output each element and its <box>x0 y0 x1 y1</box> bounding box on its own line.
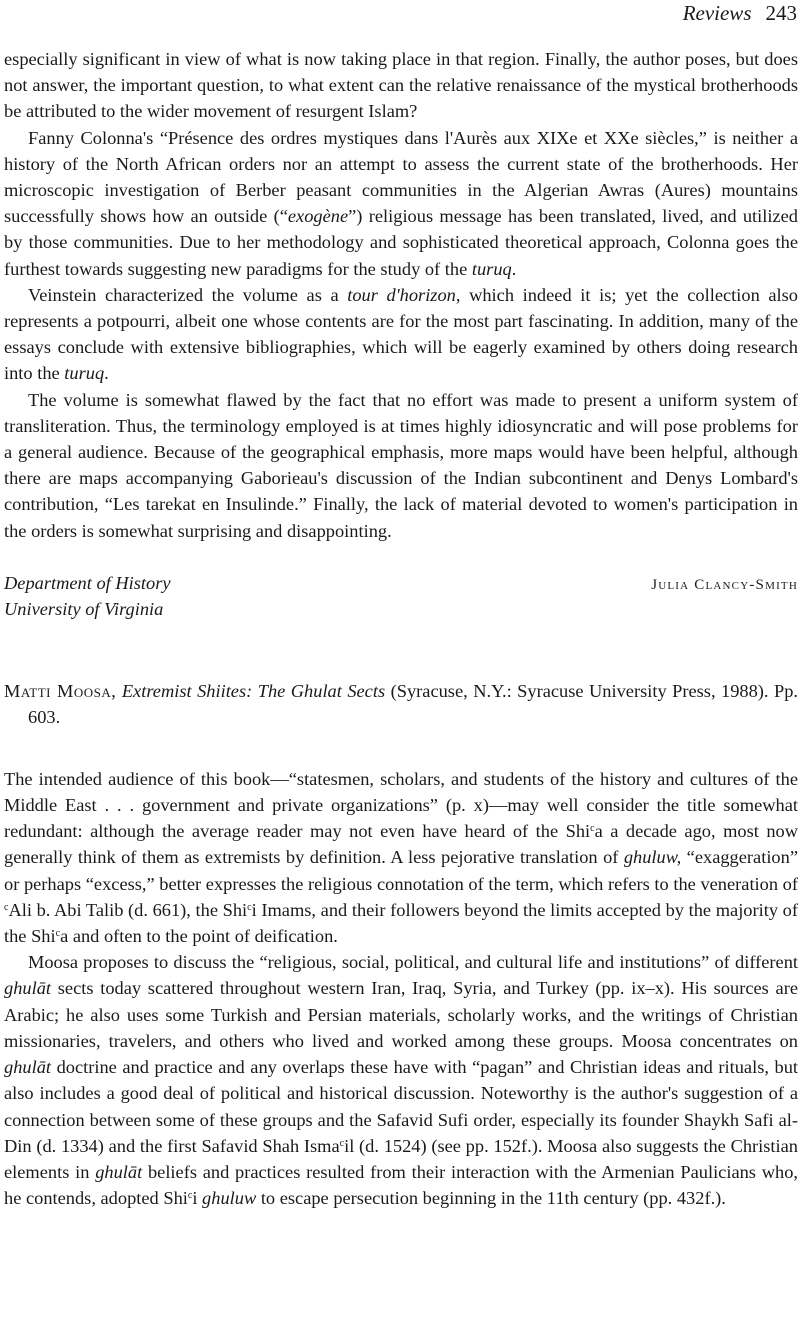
review2-paragraph-1: The intended audience of this book—“statesmen, scholars, and students of the history and cultures of the Middle East . . . government and private organizations” (p. x)—may well consider the title somewhat redundant: although the average reader may not even have heard of the Shi$^c$a a decade ago, most now generally think of them as extremists by definition. A less pejorative translation of ghuluw, “exaggeration” or perhaps “excess,” better expresses the religious connotation of the term, which refers to the veneration of $^c$Ali b. Abi Talib (d. 661), the Shi$^c$i Imams, and their followers beyond the limits accepted by the majority of the Shi$^c$a and often to the point of deification. <box>4 768 798 947</box>
reviewer-department: Department of History <box>4 572 171 593</box>
reviewer-signature <box>4 570 798 622</box>
italic-term: turuq <box>64 363 105 384</box>
book-author: Matti Moosa, <box>4 680 117 701</box>
ayn-mark: c <box>339 1137 345 1149</box>
running-header <box>683 0 797 28</box>
page-number: 243 <box>765 1 797 25</box>
reviewer-affiliation <box>4 570 171 622</box>
italic-term: tour d'horizon <box>347 284 456 305</box>
running-title: Reviews <box>682 1 752 25</box>
ayn-mark: c <box>247 901 252 913</box>
ayn-mark: c <box>590 823 595 835</box>
book-publication: (Syracuse, N.Y.: Syracuse University Press, 1988). Pp. 603. <box>28 680 799 727</box>
paragraph-3: Veinstein characterized the volume as a tour d'horizon, which indeed it is; yet the collection also represents a potpourri, albeit one whose contents are for the most part fascinating. In addition, many of the essays conclude with extensive bibliographies, which will be eagerly examined by others doing research into the turuq. <box>4 284 799 384</box>
italic-term: ghuluw, <box>623 847 682 868</box>
italic-term: exogène <box>287 206 349 227</box>
ayn-mark: c <box>55 928 61 940</box>
italic-term: turuq <box>471 258 512 279</box>
ayn-mark: c <box>187 1190 193 1202</box>
paragraph-1: especially significant in view of what is now taking place in that region. Finally, the author poses, but does not answer, the important question, to what extent can the relative renaissance of the mystical brotherhoods be attributed to the wider movement of resurgent Islam? <box>4 49 798 122</box>
book-citation <box>4 678 798 730</box>
article-body <box>4 46 798 1211</box>
italic-term: ghulāt <box>95 1161 143 1182</box>
paragraph-4: The volume is somewhat flawed by the fact that no effort was made to present a uniform system of transliteration. Thus, the terminology employed is at times highly idiosyncratic and will pose problems for a general audience. Because of the geographical emphasis, more maps would have been helpful, although there are maps accompanying Gaborieau's discussion of the Indian subcontinent and Denys Lombard's contribution, “Les tarekat en Insulinde.” Finally, the lack of material devoted to women's participation in the orders is somewhat surprising and disappointing. <box>4 389 798 541</box>
reviewer-name: Julia Clancy-Smith <box>651 576 798 593</box>
italic-term: ghulāt <box>4 1057 52 1078</box>
second-review-body <box>4 766 798 1211</box>
reviewer-university: University of Virginia <box>4 598 164 619</box>
ayn-mark: c <box>4 901 9 913</box>
italic-term: ghuluw <box>197 1188 261 1209</box>
italic-term: ghulāt <box>4 978 52 999</box>
review2-paragraph-2: Moosa proposes to discuss the “religious, social, political, and cultural life and institutions” of different ghulāt sects today scattered throughout western Iran, Iraq, Syria, and Turkey (pp. ix–x). His sources are Arabic; he also uses some Turkish and Persian materials, scholarly works, and the writings of Christian missionaries, travelers, and others who lived and worked among these groups. Moosa concentrates on ghulāt doctrine and practice and any overlaps these have with “pagan” and Christian ideas and rituals, but also includes a good deal of political and historical discussion. Noteworthy is the author's suggestion of a connection between some of these groups and the Safavid Sufi order, especially its founder Shaykh Safi al-Din (d. 1334) and the first Safavid Shah Isma$^c$il (d. 1524) (see pp. 152f.). Moosa also suggests the Christian elements in ghulāt beliefs and practices resulted from their interaction with the Armenian Paulicians who, he contends, adopted Shi$^c$i ghuluw to escape persecution beginning in the 11th century (pp. 432f.). <box>4 952 799 1209</box>
paragraph-2: Fanny Colonna's “Présence des ordres mystiques dans l'Aurès aux XIXe et XXe siècles,” is neither a history of the North African orders nor an attempt to assess the current state of the brotherhoods. Her microscopic investigation of Berber peasant communities in the Algerian Awras (Aures) mountains successfully shows how an outside (“exogène”) religious message has been translated, lived, and utilized by those communities. Due to her methodology and sophisticated theoretical approach, Colonna goes the furthest towards suggesting new paradigms for the study of the turuq. <box>4 127 798 279</box>
book-title: Extremist Shiites: The Ghulat Sects <box>121 680 386 701</box>
